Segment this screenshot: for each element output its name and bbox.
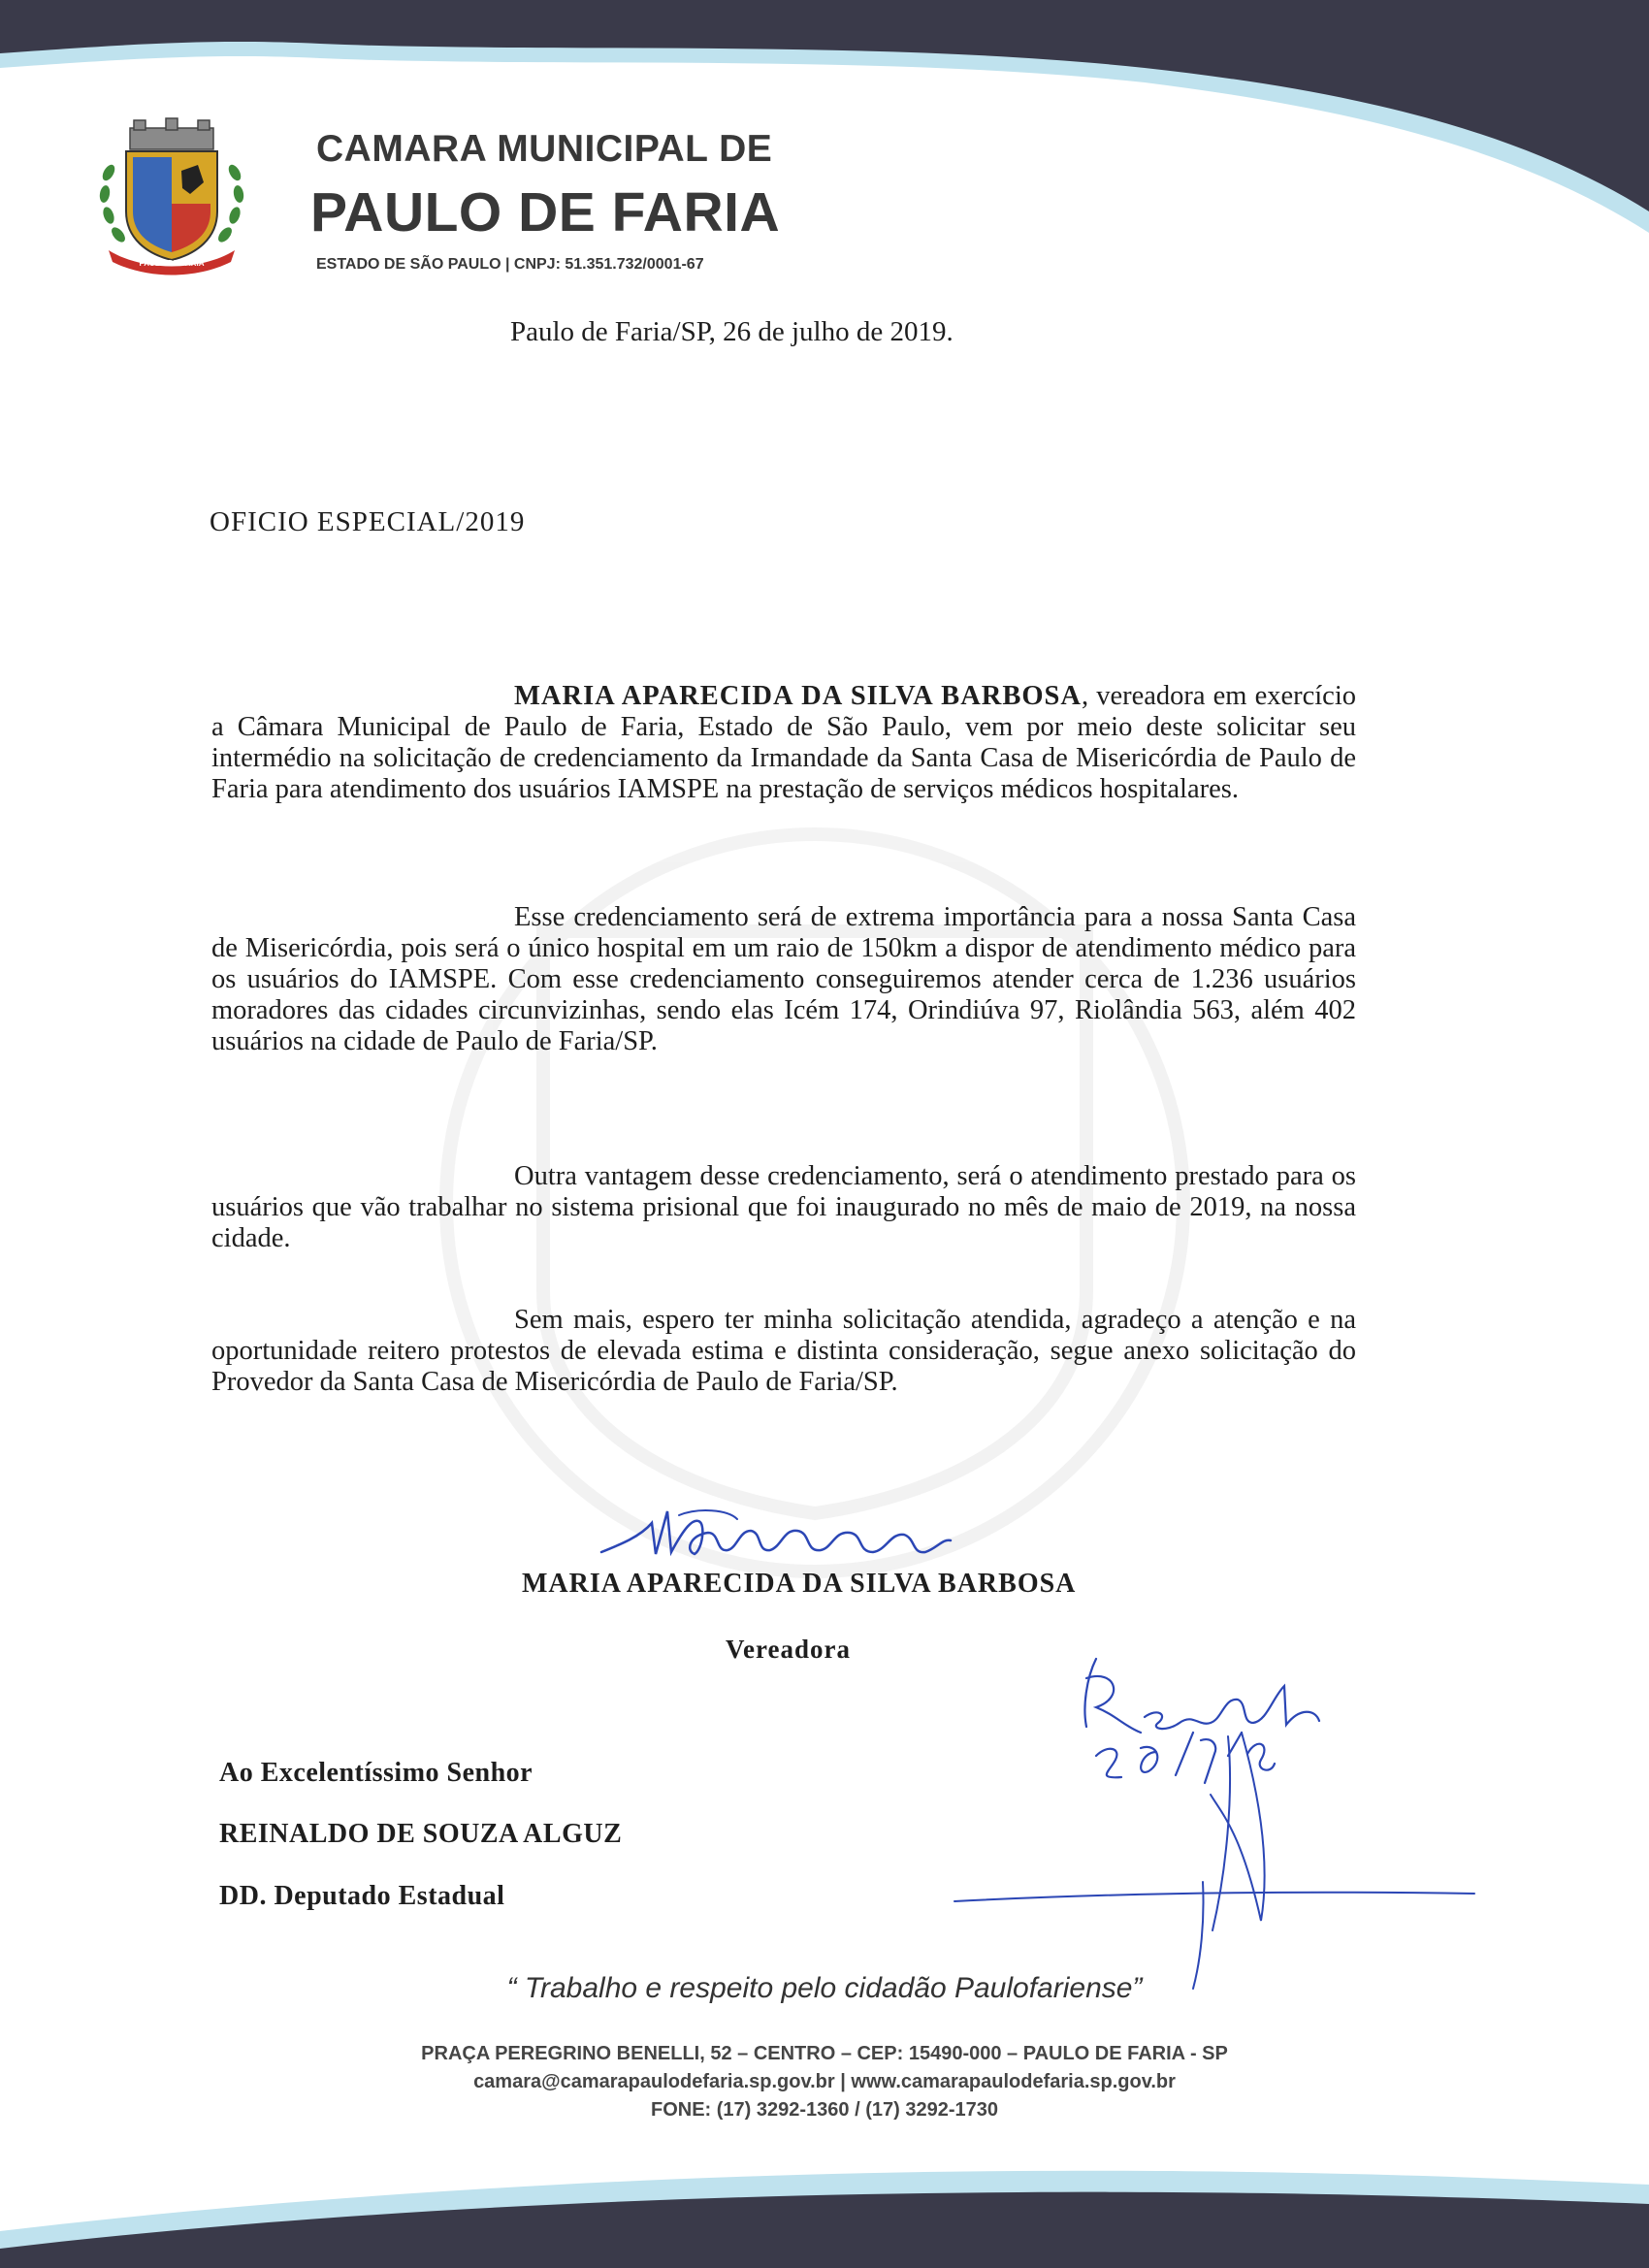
footer-phone: FONE: (17) 3292-1360 / (17) 3292-1730	[651, 2099, 998, 2121]
paragraph-text: Sem mais, espero ter minha solicitação atendida, agradeço a atenção e na oportunidade reitero protestos de elevada estima e distinta consideração, segue anexo solicitação do Provedor da Santa Casa de Misericórdia de Paulo de Faria/SP.	[211, 1305, 1356, 1397]
letterhead-title-line1: CAMARA MUNICIPAL DE	[316, 128, 773, 170]
signatory-name: MARIA APARECIDA DA SILVA BARBOSA	[522, 1569, 1077, 1599]
body-paragraph-1	[211, 681, 1356, 805]
handwritten-signature	[592, 1494, 960, 1571]
letterhead-registration: ESTADO DE SÃO PAULO | CNPJ: 51.351.732/0001-67	[316, 256, 704, 273]
paragraph-text: , vereadora em exercício a Câmara Municipal de Paulo de Faria, Estado de São Paulo, vem por meio deste solicitar seu intermédio na solicitação de credenciamento da Irmandade da Santa Casa de Misericórdia de Paulo de Faria para atendimento dos usuários IAMSPE na prestação de serviços médicos hospitalares.	[211, 681, 1356, 804]
received-annotation	[951, 1639, 1494, 2008]
mural-crown	[130, 118, 213, 149]
body-paragraph-3	[211, 1161, 1356, 1254]
footer-contact: camara@camarapaulodefaria.sp.gov.br | www.camarapaulodefaria.sp.gov.br	[473, 2071, 1176, 2092]
institution-slogan: “ Trabalho e respeito pelo cidadão Paulofariense”	[506, 1972, 1143, 2004]
footer-address: PRAÇA PEREGRINO BENELLI, 52 – CENTRO – CEP: 15490-000 – PAULO DE FARIA - SP	[421, 2043, 1228, 2064]
coat-of-arms-logo	[89, 114, 254, 279]
crest-ribbon-text: PAULO DE FARIA	[139, 259, 205, 268]
letterhead-title-line2: PAULO DE FARIA	[310, 181, 781, 243]
signatory-role: Vereadora	[726, 1635, 851, 1664]
date-line: Paulo de Faria/SP, 26 de julho de 2019.	[510, 316, 954, 347]
paragraph-text: Outra vantagem desse credenciamento, será o atendimento prestado para os usuários que vão trabalhar no sistema prisional que foi inaugurado no mês de maio de 2019, na nossa cidade.	[211, 1161, 1356, 1253]
addressee-name: REINALDO DE SOUZA ALGUZ	[219, 1819, 623, 1849]
addressee-salutation: Ao Excelentíssimo Senhor	[219, 1758, 534, 1788]
body-paragraph-4	[211, 1305, 1356, 1398]
body-paragraph-2	[211, 902, 1356, 1057]
heraldic-shield	[126, 151, 217, 260]
paragraph-text: Esse credenciamento será de extrema importância para a nossa Santa Casa de Misericórdia, pois será o único hospital em um raio de 150km a dispor de atendimento médico para os usuários do IAMSPE. Com esse credenciamento conseguiremos atender cerca de 1.236 usuários moradores das cidades circunvizinhas, sendo elas Icém 174, Orindiúva 97, Riolândia 563, além 402 usuários na cidade de Paulo de Faria/SP.	[211, 902, 1356, 1056]
addressee-title: DD. Deputado Estadual	[219, 1881, 505, 1911]
sender-name: MARIA APARECIDA DA SILVA BARBOSA	[514, 681, 1082, 711]
document-reference: OFICIO ESPECIAL/2019	[210, 506, 526, 537]
